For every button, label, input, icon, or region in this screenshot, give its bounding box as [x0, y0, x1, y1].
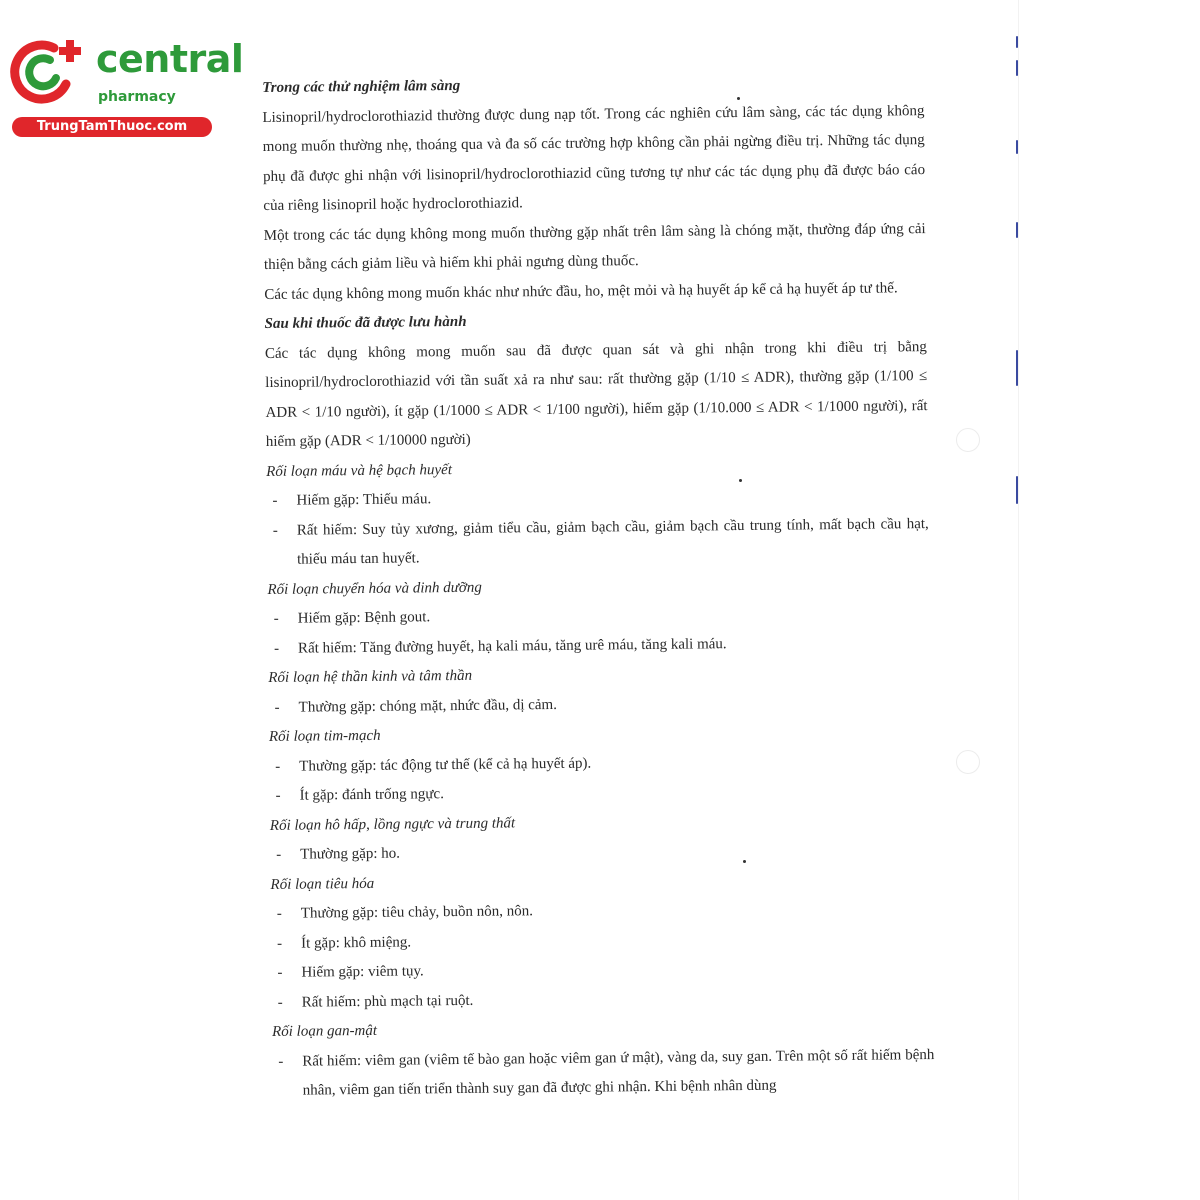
list-item-text: Thường gặp: chóng mặt, nhức đầu, dị cảm. [298, 696, 557, 716]
list-item-text: Ít gặp: đánh trống ngực. [299, 786, 444, 804]
category-title: Rối loạn hệ thần kinh và tâm thần [268, 667, 473, 686]
bullet-dash: - [276, 846, 282, 863]
bullet-dash: - [276, 905, 282, 922]
list-item-text: Rất hiếm: Tăng đường huyết, hạ kali máu, tăng urê máu, tăng kali máu. [297, 635, 727, 657]
bullet-dash: - [273, 610, 279, 627]
list-item-text: Rất hiếm: phù mạch tại ruột. [301, 992, 474, 1011]
category-title: Rối loạn máu và hệ bạch huyết [266, 461, 453, 480]
category-title: Rối loạn hô hấp, lồng ngực và trung thất [269, 814, 516, 834]
scan-mark [1016, 140, 1018, 154]
scan-mark [1016, 222, 1018, 238]
list-item-text: Hiếm gặp: Bệnh gout. [297, 609, 431, 627]
category-title: Rối loạn gan-mật [271, 1022, 378, 1040]
list-item-text: Hiếm gặp: viêm tụy. [301, 963, 424, 981]
bullet-dash: - [272, 522, 278, 539]
paragraph: Lisinopril/hydroclorothiazid thường được dung nạp tốt. Trong các nghiên cứu lâm sàng, các tác dụng không mong muốn thường nhẹ, thoáng qua và đa số các trường hợp không cần phải ngừng điều trị. Những tác dụng phụ đã được ghi nhận với lisinopril/hydroclorothiazid cũng tương tự như các tác dụng phụ đã được báo cáo của riêng lisinopril hoặc hydroclorothiazid. [262, 102, 926, 214]
bullet-dash: - [277, 964, 283, 981]
bullet-dash: - [275, 758, 281, 775]
scan-mark [1016, 476, 1018, 504]
central-pharmacy-logo [10, 37, 244, 138]
section-title: Trong các thử nghiệm lâm sàng [262, 77, 461, 96]
bullet-dash: - [275, 787, 281, 804]
bullet-dash: - [273, 640, 280, 657]
paragraph: Các tác dụng không mong muốn khác như nhức đầu, ho, mệt mỏi và hạ huyết áp kể cả hạ huyết áp tư thế. [264, 279, 898, 303]
page-edge [1018, 0, 1019, 1200]
list-item [267, 510, 930, 576]
scan-mark [1016, 350, 1018, 386]
bullet-dash: - [272, 492, 278, 509]
punch-hole [956, 428, 980, 452]
list-item-text: Rất hiếm: Suy tủy xương, giảm tiểu cầu, giảm bạch cầu, giảm bạch cầu trung tính, mất bạch cầu hạt, thiếu máu tan huyết. [296, 515, 929, 568]
list-item-text: Rất hiếm: viêm gan (viêm tế bào gan hoặc viêm gan ứ mật), vàng da, suy gan. Trên một số rất hiếm bệnh nhân, viêm gan tiến triển thành suy gan đã được ghi nhận. Khi bệnh nhân dùng [302, 1046, 935, 1099]
bullet-dash: - [277, 994, 283, 1011]
list-item-text: Hiếm gặp: Thiếu máu. [296, 491, 432, 509]
list-item [272, 1041, 935, 1107]
punch-hole [956, 750, 980, 774]
list-item-text: Thường gặp: tiêu chảy, buồn nôn, nôn. [300, 903, 534, 922]
category-title: Rối loạn chuyển hóa và dinh dưỡng [267, 579, 482, 598]
paragraph: Một trong các tác dụng không mong muốn thường gặp nhất trên lâm sàng là chóng mặt, thường đáp ứng cải thiện bằng cách giảm liều và hiếm khi phải ngưng dùng thuốc. [263, 220, 926, 273]
document-page [262, 67, 935, 1106]
category-title: Rối loạn tiêu hóa [270, 875, 375, 893]
bullet-dash: - [274, 699, 280, 716]
scan-mark [1016, 60, 1018, 76]
scan-mark [1016, 36, 1018, 48]
bullet-dash: - [277, 935, 283, 952]
section-title: Sau khi thuốc đã được lưu hành [264, 313, 467, 332]
list-item-text: Thường gặp: tác động tư thế (kể cả hạ huyết áp). [299, 755, 592, 775]
category-title: Rối loạn tim-mạch [268, 727, 381, 745]
logo-website-url: TrungTamThuoc.com [12, 117, 212, 137]
pharmacy-logo-icon [10, 38, 84, 104]
list-item-text: Thường gặp: ho. [300, 845, 401, 863]
logo-brand-subtitle: pharmacy [98, 89, 176, 105]
paragraph: Các tác dụng không mong muốn sau đã được quan sát và ghi nhận trong khi điều trị bằng lisinopril/hydroclorothiazid với tần suất xả ra như sau: rất thường gặp (1/10 ≤ ADR), thường gặp (1/100 ≤ ADR < 1/10 người), ít gặp (1/1000 ≤ ADR < 1/100 người), hiếm gặp (1/10.000 ≤ ADR < 1/1000 người), rất hiếm gặp (ADR < 1/10000 người) [264, 338, 928, 450]
logo-brand-name: central [96, 37, 244, 81]
list-item-text: Ít gặp: khô miệng. [301, 933, 412, 952]
bullet-dash: - [278, 1053, 284, 1070]
